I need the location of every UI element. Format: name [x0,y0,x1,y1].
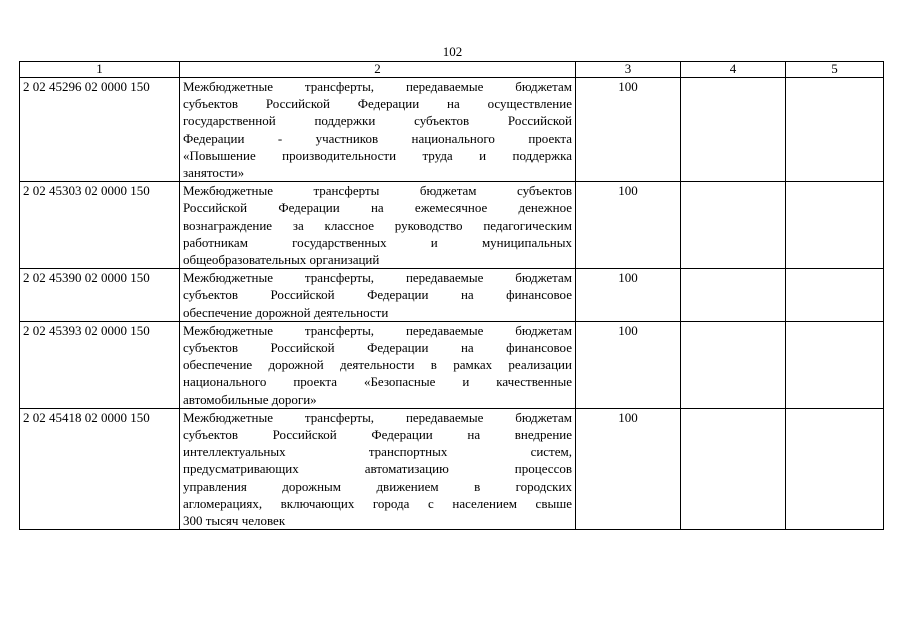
description-word: дорожным [282,478,341,494]
value-cell: 100 [576,78,681,182]
col4-cell [681,408,786,529]
description-word: Межбюджетные [183,270,273,286]
description-line [183,182,572,199]
description-word: производительности [282,147,397,163]
description [180,408,576,529]
description-word: национального [183,374,267,390]
table-row [20,321,884,408]
description [180,78,576,182]
description-word: с [428,495,434,511]
description-word: предусматривающих [183,461,299,477]
description-word: реализации [508,357,572,373]
header-col-2: 2 [180,62,576,78]
col5-cell [786,182,884,269]
description-line [183,373,572,390]
description-word: классное [324,217,375,233]
col4-cell [681,182,786,269]
description-word: Российской [272,427,337,443]
description-word: труда [422,147,453,163]
description-word: транспортных [368,444,448,460]
table-row [20,269,884,322]
description-word: передаваемые [405,79,484,94]
description-word: трансферты, [304,409,375,425]
description-word: интеллектуальных [183,444,286,460]
table-header [20,62,884,78]
description-word: движением [376,478,439,494]
description-line [183,409,572,426]
description-word: субъектов [183,427,239,443]
description-word: внедрение [514,427,572,443]
description-word: систем, [530,444,572,460]
description-word: бюджетам [515,409,572,425]
budget-table [19,61,884,530]
description-line [183,356,572,373]
description-word: Федерации [371,427,433,443]
description-word: на [447,96,460,112]
description-word: участников [315,130,379,146]
description-word: автоматизацию [364,461,449,477]
description-word: трансферты [313,183,380,199]
description-word: включающих [280,495,355,511]
col5-cell [786,321,884,408]
table-row [20,408,884,529]
description-word: работникам [183,234,248,250]
description-word: «Повышение [183,147,256,163]
description-word: передаваемые [405,322,484,338]
description-word: трансферты, [304,79,375,94]
description-word: трансферты, [304,322,375,338]
description-word: Межбюджетные [183,409,273,425]
description-word: свыше [535,495,572,511]
description-word: Межбюджетные [183,183,273,199]
budget-code: 2 02 45393 02 0000 150 [20,321,180,408]
description-word: поддержка [512,147,572,163]
description-word: трансферты, [304,270,375,286]
description-word: вознаграждение [183,217,273,233]
description-word: за [292,217,304,233]
description-word: бюджетам [515,322,572,338]
description-line: занятости» [183,165,245,181]
header-col-3: 3 [576,62,681,78]
description-line [183,112,572,129]
description-word: управления [183,478,247,494]
budget-code: 2 02 45303 02 0000 150 [20,182,180,269]
value-cell: 100 [576,269,681,322]
description-word: ежемесячное [414,200,488,216]
description-word: Межбюджетные [183,322,273,338]
col5-cell [786,78,884,182]
description-word: Российской [265,96,330,112]
description-word: - [277,130,283,146]
description-word: проекта [528,130,572,146]
col4-cell [681,78,786,182]
page-number: 102 [442,44,463,59]
description-word: руководство [394,217,463,233]
description-word: поддержки [314,113,376,129]
description-word: Российской [183,200,248,216]
table-body [20,78,884,530]
description-word: городских [515,478,572,494]
description-word: финансовое [506,340,572,356]
description-word: Федерации [183,130,245,146]
col5-cell [786,269,884,322]
description [180,182,576,269]
description-word: субъектов [183,96,239,112]
description-word: передаваемые [405,409,484,425]
description-line [183,495,572,512]
description-line [183,199,572,216]
description-word: дорожной [268,357,324,373]
description-word: субъектов [183,340,239,356]
description-line [183,217,572,234]
description-word: бюджетам [515,270,572,286]
header-col-4: 4 [681,62,786,78]
description-word: Федерации [278,200,340,216]
description-word: агломерациях, [183,495,263,511]
description-line: обеспечение дорожной деятельности [183,304,389,320]
description-word: города [372,495,410,511]
description-line [183,147,572,164]
description-word: национального [411,130,495,146]
description-word: обеспечение [183,357,253,373]
description-line [183,478,572,495]
description-word: Российской [507,113,572,129]
description-word: и [430,234,438,250]
header-col-1: 1 [20,62,180,78]
description-line: автомобильные дороги» [183,391,317,407]
description-word: Межбюджетные [183,79,273,94]
description-word: финансовое [506,287,572,303]
description-line [183,95,572,112]
description-word: Федерации [367,287,429,303]
description-word: Российской [270,287,335,303]
description-line [183,426,572,443]
budget-code: 2 02 45390 02 0000 150 [20,269,180,322]
description-word: качественные [496,374,572,390]
description-word: денежное [518,200,572,216]
description-word: бюджетам [515,79,572,94]
table-row [20,182,884,269]
description-word: муниципальных [481,234,572,250]
description-word: в [430,357,437,373]
description-word: проекта [293,374,337,390]
description-word: Российской [270,340,335,356]
description-word: в [474,478,481,494]
description-word: деятельности [340,357,415,373]
description-word: на [467,427,481,443]
header-col-5: 5 [786,62,884,78]
description-word: осуществление [487,96,572,112]
description-word: процессов [514,461,572,477]
description-word: государственных [292,234,387,250]
description-line: 300 тысяч человек [183,513,286,529]
description-word: и [462,374,470,390]
col4-cell [681,269,786,322]
description-word: на [460,340,474,356]
table-row [20,78,884,182]
description-line [183,269,572,286]
description-line [183,78,572,95]
description [180,269,576,322]
col5-cell [786,408,884,529]
description-line [183,234,572,251]
value-cell: 100 [576,321,681,408]
description-line [183,443,572,460]
budget-code: 2 02 45296 02 0000 150 [20,78,180,182]
description-word: передаваемые [405,270,484,286]
description-line [183,339,572,356]
description-line [183,286,572,303]
description-word: государственной [183,113,276,129]
description-word: субъектов [414,113,470,129]
description [180,321,576,408]
description-word: бюджетам [419,183,477,199]
header-row [20,62,884,78]
description-word: субъектов [183,287,239,303]
description-word: населением [452,495,517,511]
value-cell: 100 [576,182,681,269]
col4-cell [681,321,786,408]
description-word: субъектов [516,183,572,199]
budget-code: 2 02 45418 02 0000 150 [20,408,180,529]
description-line: общеобразовательных организаций [183,252,380,268]
description-word: Федерации [367,340,429,356]
description-word: педагогическим [483,217,572,233]
description-word: на [370,200,384,216]
description-word: и [479,147,487,163]
description-line [183,460,572,477]
description-line [183,322,572,339]
value-cell: 100 [576,408,681,529]
description-word: рамках [453,357,493,373]
description-line [183,130,572,147]
description-word: на [460,287,474,303]
description-word: Федерации [357,96,420,112]
description-word: «Безопасные [363,374,436,390]
